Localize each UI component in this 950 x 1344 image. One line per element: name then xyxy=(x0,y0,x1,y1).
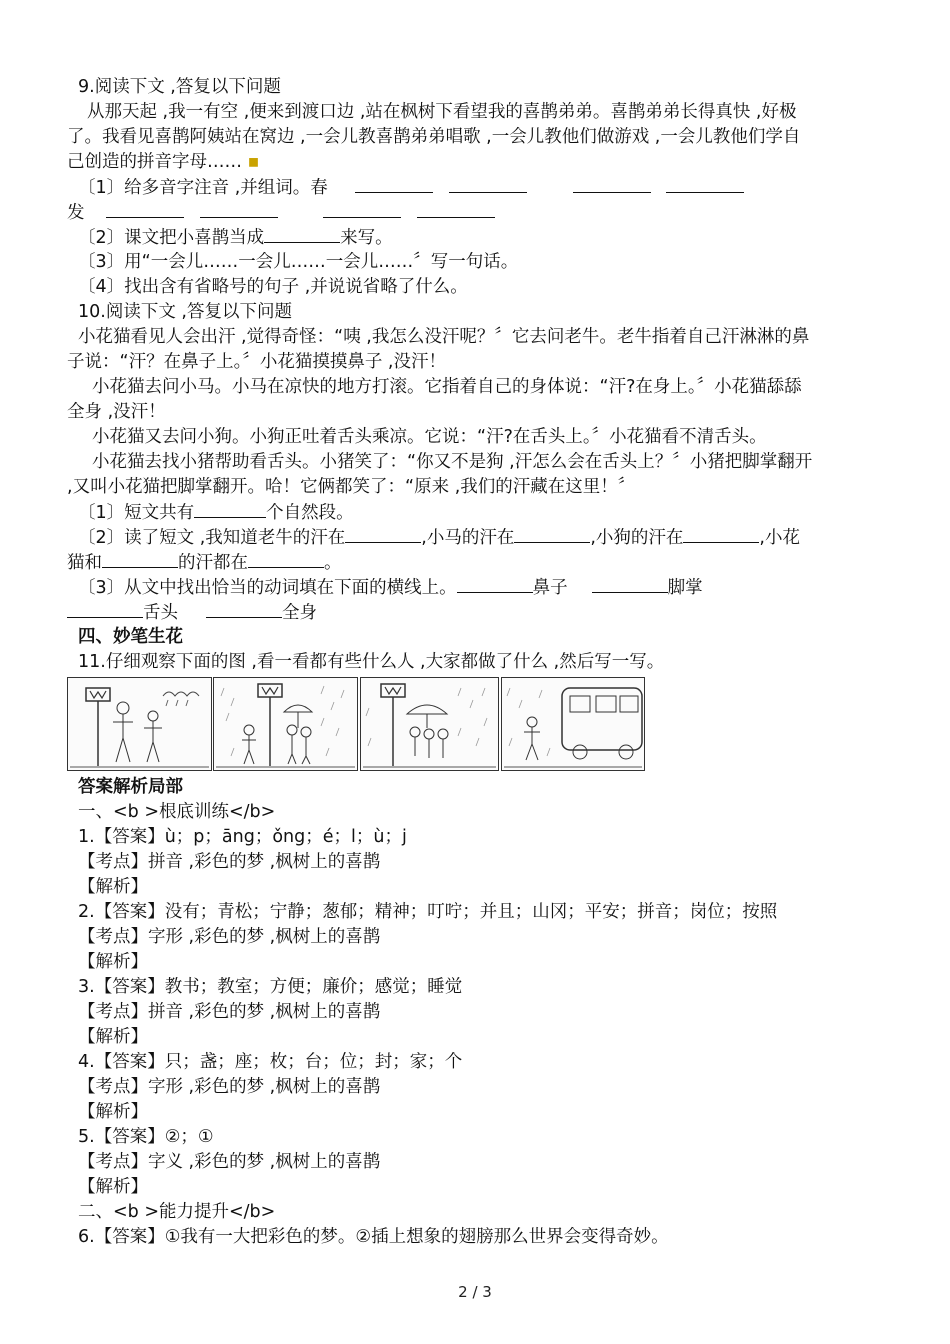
answer-4: 4.【答案】只；盏；座；枚；台；位；封；家；个 xyxy=(78,1052,463,1072)
answer-blank[interactable] xyxy=(417,200,495,218)
answer-blank[interactable] xyxy=(264,225,340,243)
q9-sub2-suffix: 来写。 xyxy=(340,228,393,248)
q10-sub2-text-f: 的汗都在 xyxy=(178,553,248,573)
mark-dot: ▪ xyxy=(242,152,260,172)
q9-para-line-2: 了。我看见喜鹊阿姨站在窝边 ,一会儿教喜鹊弟弟唱歌 ,一会儿教他们做游戏 ,一会儿教他们学自 xyxy=(67,127,801,147)
answer-4-topic: 【考点】字形 ,彩色的梦 ,枫树上的喜鹊 xyxy=(78,1077,381,1097)
q10-sub3-tongue: 舌头 xyxy=(143,603,178,623)
answer-blank[interactable] xyxy=(345,525,421,543)
q9-sub2-text: 〔2〕课文把小喜鹊当成 xyxy=(78,228,265,248)
answer-blank[interactable] xyxy=(449,175,527,193)
page-number: 2 / 3 xyxy=(458,1283,492,1301)
bus-stop-drawing-3 xyxy=(361,678,498,770)
answer-blank[interactable] xyxy=(206,600,282,618)
picture-panel-1 xyxy=(67,677,212,771)
picture-panel-3 xyxy=(360,677,499,771)
q10-sub1 xyxy=(78,500,950,526)
answer-blank[interactable] xyxy=(573,175,651,193)
bus-drawing-4 xyxy=(502,678,644,770)
answer-1: 1.【答案】ù；p；āng；ǒng；é；l；ù；j xyxy=(78,827,407,847)
q10-para2-line2: 全身 ,没汗！ xyxy=(67,402,166,422)
q10-sub2-text-d: ,小花 xyxy=(759,528,800,548)
q11-text: 11.仔细观察下面的图 ,看一看都有些什么人 ,大家都做了什么 ,然后写一写。 xyxy=(78,652,665,672)
q10-sub3-paw: 脚掌 xyxy=(667,578,703,598)
q10-sub1-text: 〔1〕短文共有 xyxy=(78,503,195,523)
answer-blank[interactable] xyxy=(67,600,143,618)
q9-sub3: 〔3〕用“一会儿……一会儿……一会儿……〞写一句话。 xyxy=(78,252,519,272)
answer-5-analysis: 【解析】 xyxy=(78,1177,148,1197)
q10-para2-line1: 小花猫去问小马。小马在凉快的地方打滚。它指着自己的身体说：“汗?在身上。〞小花猫舔舔 xyxy=(92,377,802,397)
answer-2-topic: 【考点】字形 ,彩色的梦 ,枫树上的喜鹊 xyxy=(78,927,381,947)
answer-blank[interactable] xyxy=(355,175,433,193)
q9-para-line-3 xyxy=(67,150,950,175)
answers-section-1: 一、<b >根底训练</b> xyxy=(78,802,276,822)
answer-blank[interactable] xyxy=(248,550,324,568)
q10-sub3-body: 全身 xyxy=(282,603,317,623)
q10-para1-line2: 子说：“汗？在鼻子上。〞小花猫摸摸鼻子 ,没汗！ xyxy=(67,352,446,372)
answer-1-analysis: 【解析】 xyxy=(78,877,148,897)
answer-3: 3.【答案】教书；教室；方便；廉价；感觉；睡觉 xyxy=(78,977,463,997)
q10-sub3-text: 〔3〕从文中找出恰当的动词填在下面的横线上。 xyxy=(78,578,457,598)
q9-title: 9.阅读下文 ,答复以下问题 xyxy=(78,77,281,97)
q10-sub2-text-e: 猫和 xyxy=(67,553,102,573)
q10-title: 10.阅读下文 ,答复以下问题 xyxy=(78,302,292,322)
q10-sub1-suffix: 个自然段。 xyxy=(266,503,354,523)
bus-stop-drawing-2 xyxy=(214,678,357,770)
answer-blank[interactable] xyxy=(194,500,266,518)
q10-sub3-nose: 鼻子 xyxy=(532,578,568,598)
answers-section-2: 二、<b >能力提升</b> xyxy=(78,1202,276,1222)
q10-sub2-text: 〔2〕读了短文 ,我知道老牛的汗在 xyxy=(78,528,346,548)
answer-3-analysis: 【解析】 xyxy=(78,1027,148,1047)
answer-1-topic: 【考点】拼音 ,彩色的梦 ,枫树上的喜鹊 xyxy=(78,852,381,872)
q10-sub2-text-c: ,小狗的汗在 xyxy=(590,528,684,548)
answer-4-analysis: 【解析】 xyxy=(78,1102,148,1122)
answer-5: 5.【答案】②；① xyxy=(78,1127,214,1147)
q10-para1-line1: 小花猫看见人会出汗 ,觉得奇怪：“咦 ,我怎么没汗呢？〞它去问老牛。老牛指着自己汗淋淋的鼻 xyxy=(78,327,810,347)
picture-panel-2 xyxy=(213,677,358,771)
q9-fa-char: 发 xyxy=(67,203,85,223)
q10-sub2-text-g: 。 xyxy=(324,553,342,573)
q10-para4-line2: ,又叫小花猫把脚掌翻开。哈！它俩都笑了：“原来 ,我们的汗藏在这里！〞 xyxy=(67,477,636,497)
q10-para4-line1: 小花猫去找小猪帮助看舌头。小猪笑了：“你又不是狗 ,汗怎么会在舌头上？〞小猪把脚掌翻开 xyxy=(92,452,813,472)
answer-blank[interactable] xyxy=(102,550,178,568)
answer-5-topic: 【考点】字义 ,彩色的梦 ,枫树上的喜鹊 xyxy=(78,1152,381,1172)
q9-sub2 xyxy=(78,225,950,251)
answers-heading: 答案解析局部 xyxy=(78,777,183,797)
q10-sub3 xyxy=(78,575,950,601)
q9-para-line-3-text: 己创造的拼音字母…… xyxy=(67,152,242,172)
q10-para3: 小花猫又去问小狗。小狗正吐着舌头乘凉。它说：“汗?在舌头上。〞小花猫看不清舌头。 xyxy=(92,427,767,447)
answer-blank[interactable] xyxy=(683,525,759,543)
q10-sub2 xyxy=(78,525,950,551)
q9-fa-line xyxy=(67,200,950,226)
answer-blank[interactable] xyxy=(592,575,668,593)
bus-stop-drawing-1 xyxy=(68,678,211,770)
answer-3-topic: 【考点】拼音 ,彩色的梦 ,枫树上的喜鹊 xyxy=(78,1002,381,1022)
q10-sub2-cont xyxy=(67,550,950,576)
answer-blank[interactable] xyxy=(457,575,533,593)
answer-6: 6.【答案】①我有一大把彩色的梦。②插上想象的翅膀那么世界会变得奇妙。 xyxy=(78,1227,669,1247)
answer-blank[interactable] xyxy=(666,175,744,193)
q9-sub4: 〔4〕找出含有省略号的句子 ,并说说省略了什么。 xyxy=(78,277,468,297)
q9-sub1-text: 〔1〕给多音字注音 ,并组词。春 xyxy=(78,178,328,198)
section4-heading: 四、妙笔生花 xyxy=(78,627,183,647)
q9-sub1 xyxy=(78,175,950,201)
answer-blank[interactable] xyxy=(514,525,590,543)
q10-sub3-cont xyxy=(67,600,950,626)
picture-strip xyxy=(67,677,647,771)
q9-para-line-1: 从那天起 ,我一有空 ,便来到渡口边 ,站在枫树下看望我的喜鹊弟弟。喜鹊弟弟长得真快 ,好极 xyxy=(87,102,797,122)
answer-blank[interactable] xyxy=(200,200,278,218)
answer-2: 2.【答案】没有；青松；宁静；葱郁；精神；叮咛；并且；山冈；平安；拼音；岗位；按照 xyxy=(78,902,778,922)
answer-2-analysis: 【解析】 xyxy=(78,952,148,972)
picture-panel-4 xyxy=(501,677,645,771)
answer-blank[interactable] xyxy=(323,200,401,218)
q10-sub2-text-b: ,小马的汗在 xyxy=(421,528,515,548)
answer-blank[interactable] xyxy=(106,200,184,218)
